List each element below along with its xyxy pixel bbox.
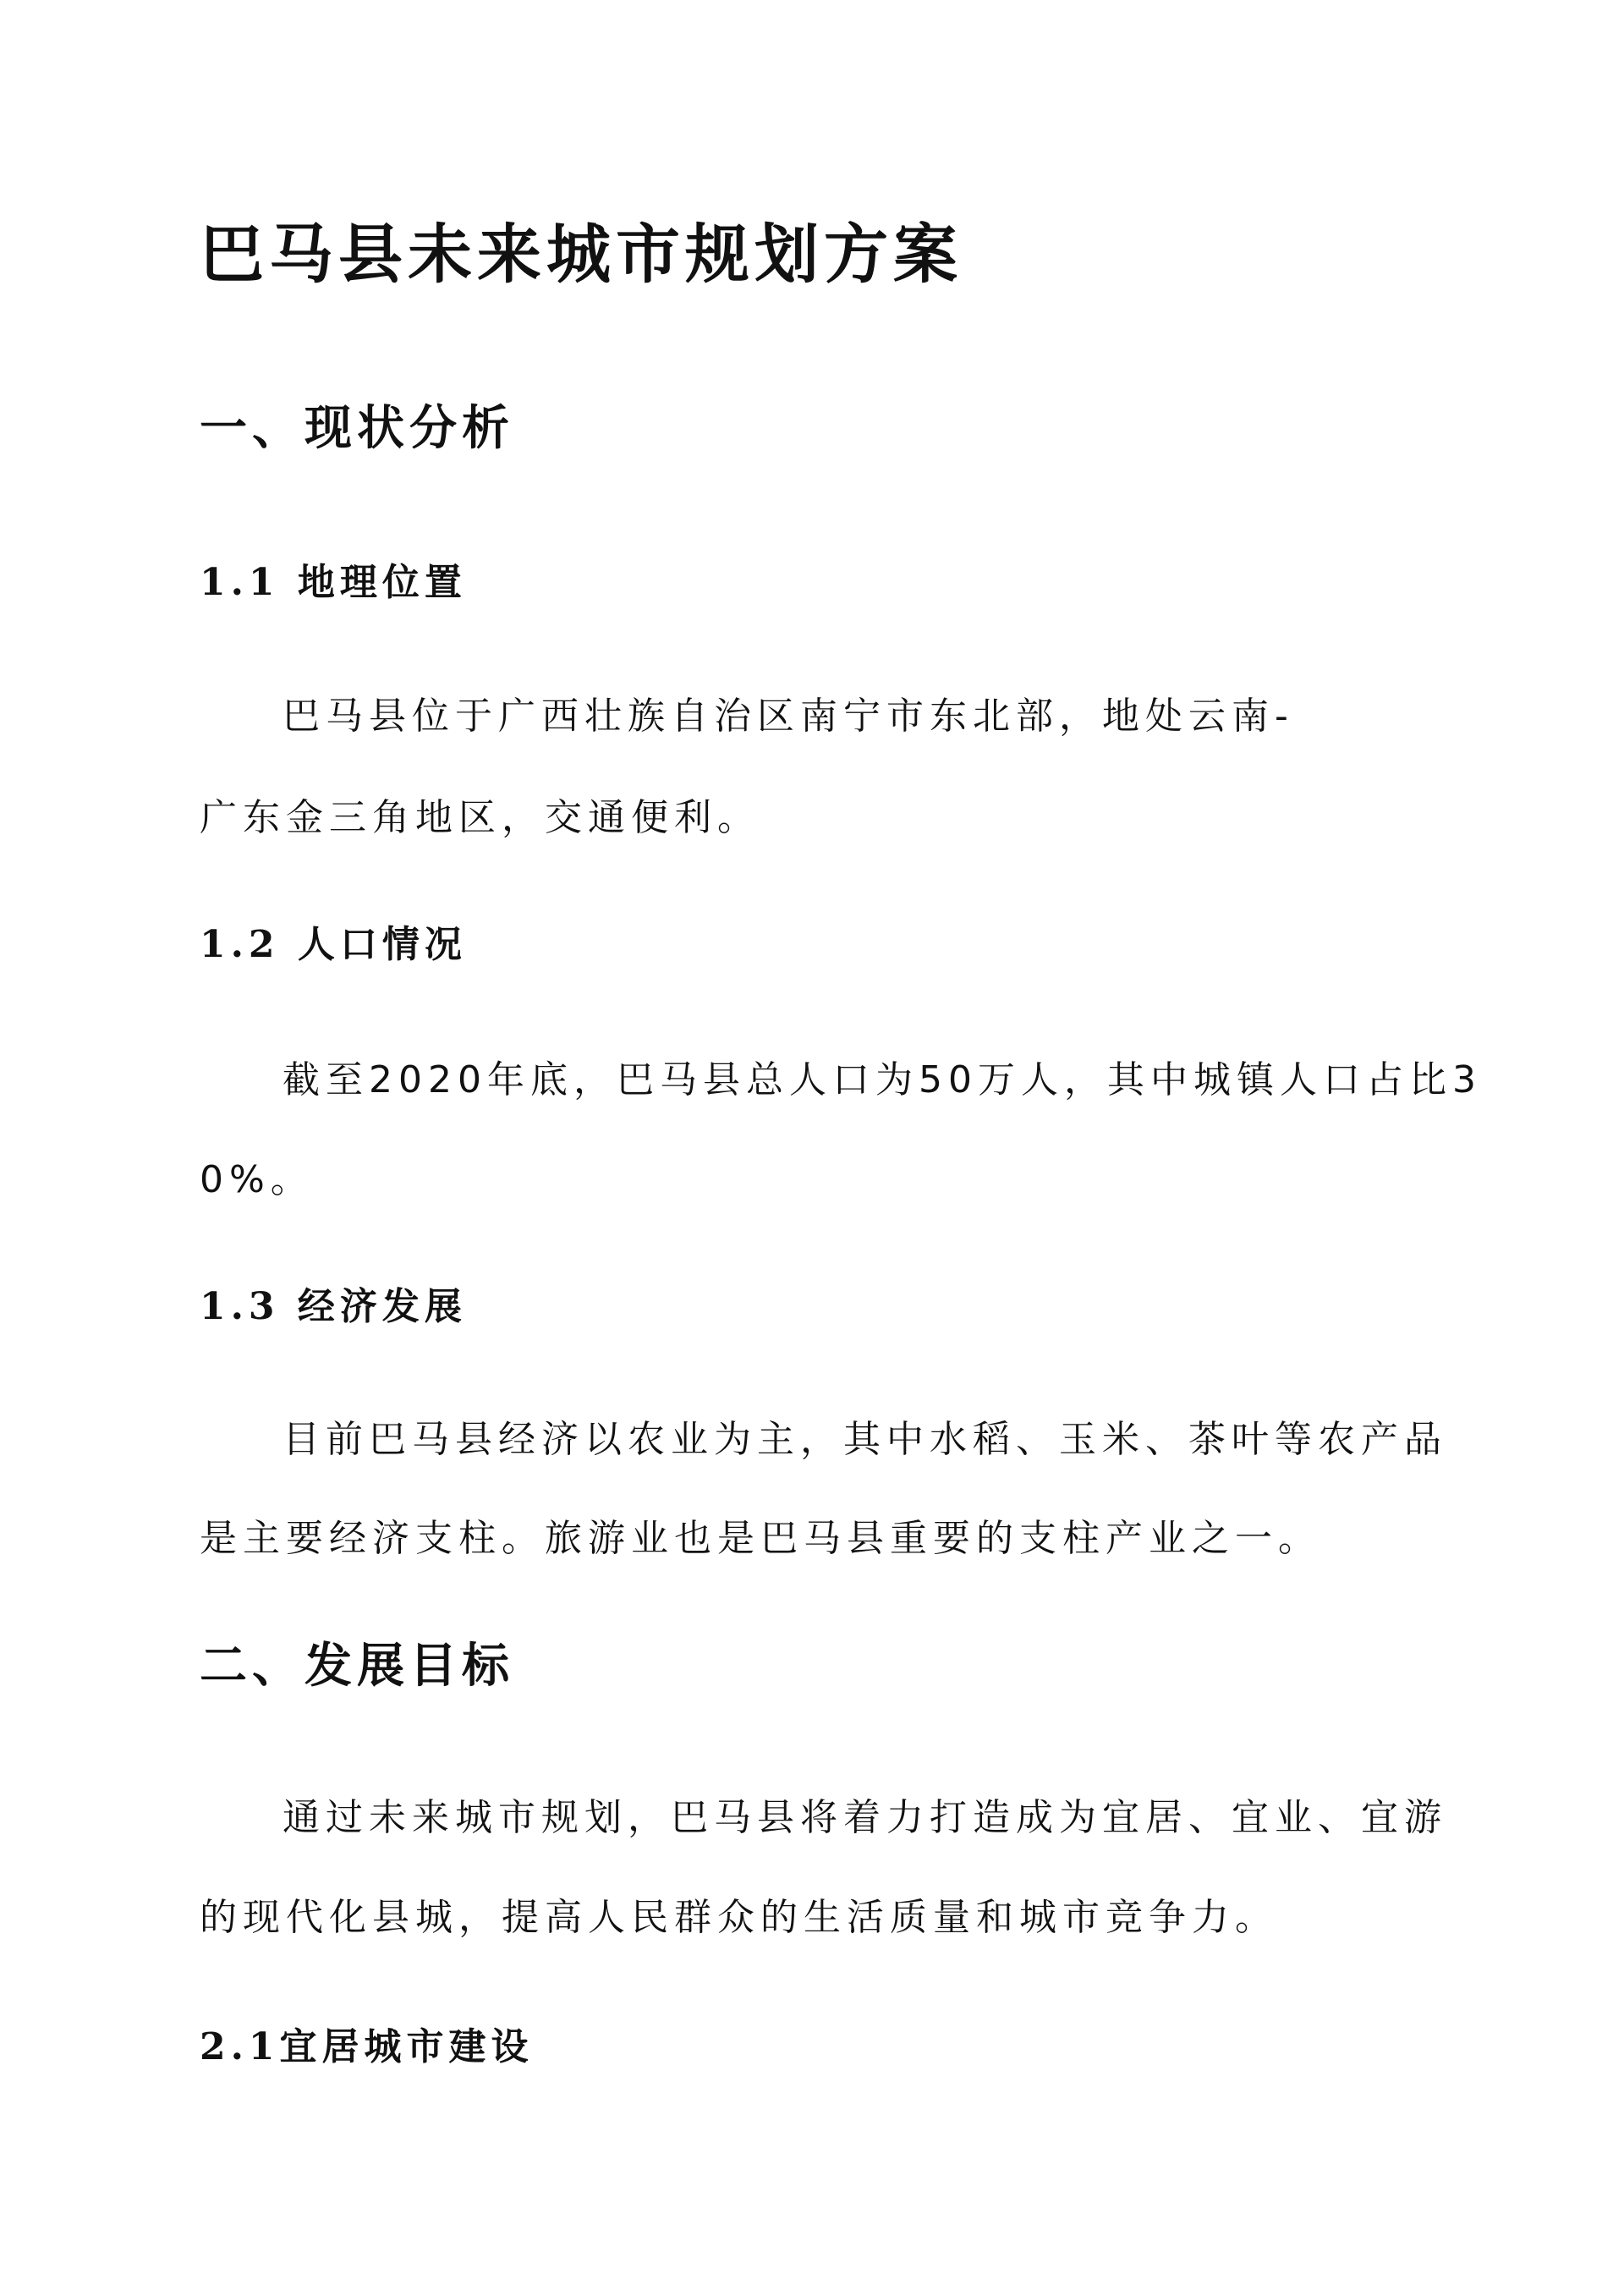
document-title: 巴马县未来城市规划方案 <box>200 217 963 292</box>
paragraph-line: 巴马县位于广西壮族自治区南宁市东北部，地处云南- <box>283 695 1294 738</box>
subsection-heading-population: 1.2 人口情况 <box>200 923 467 966</box>
paragraph-line: 的现代化县城，提高人民群众的生活质量和城市竞争力。 <box>200 1896 1278 1939</box>
paragraph-line: 目前巴马县经济以农业为主，其中水稻、玉米、茶叶等农产品 <box>283 1418 1447 1461</box>
subsection-heading-economy: 1.3 经济发展 <box>200 1285 467 1328</box>
paragraph-line: 0%。 <box>200 1158 314 1201</box>
subsection-heading-location: 1.1 地理位置 <box>200 561 467 604</box>
paragraph-line: 通过未来城市规划，巴马县将着力打造成为宜居、宜业、宜游 <box>283 1796 1447 1839</box>
section-heading-goals: 二、发展目标 <box>200 1638 514 1694</box>
paragraph-line: 广东金三角地区，交通便利。 <box>200 796 760 839</box>
paragraph-line: 截至2020年底，巴马县总人口为50万人，其中城镇人口占比3 <box>283 1058 1482 1101</box>
subsection-heading-livable-city: 2.1宜居城市建设 <box>200 2025 534 2068</box>
section-heading-status-analysis: 一、现状分析 <box>200 400 514 456</box>
paragraph-line: 是主要经济支柱。旅游业也是巴马县重要的支柱产业之一。 <box>200 1517 1321 1560</box>
